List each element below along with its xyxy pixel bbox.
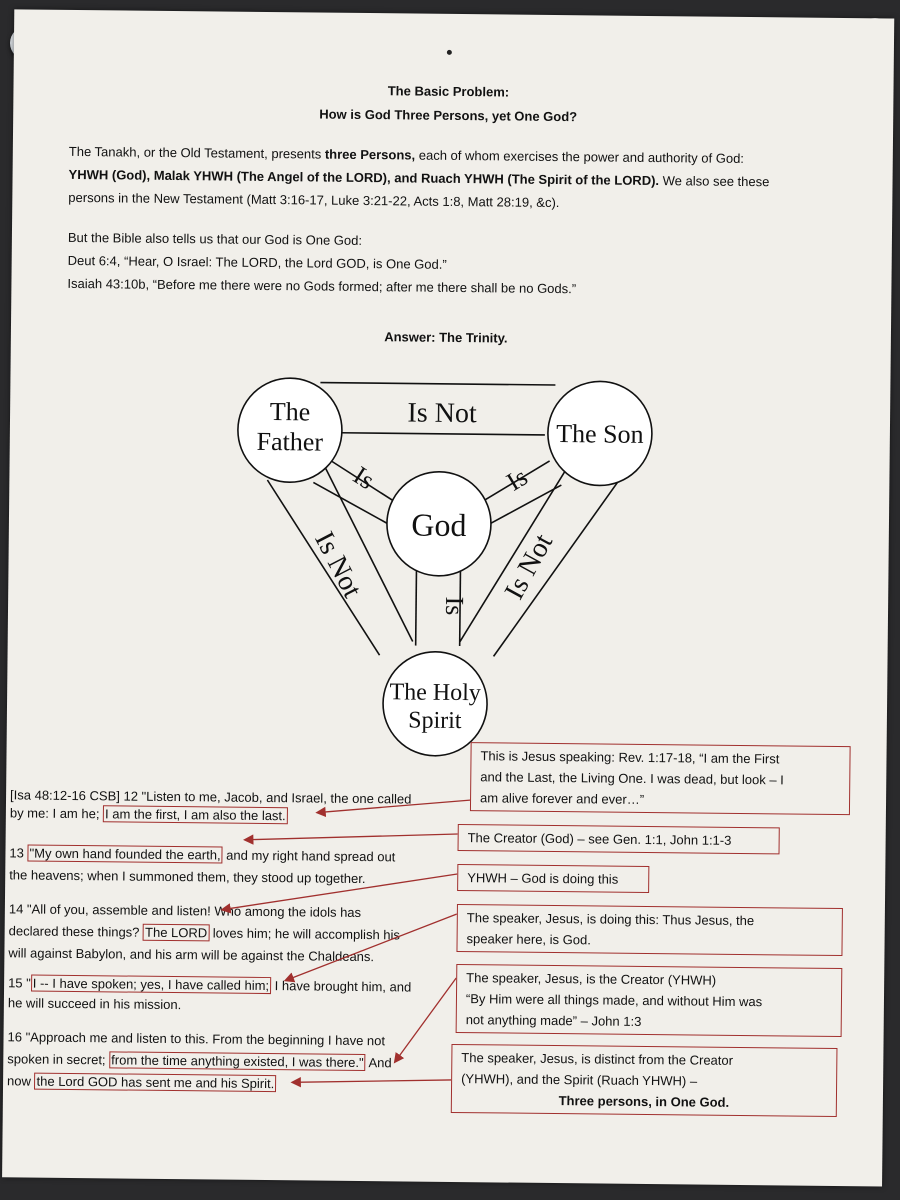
- verse-text: 14 "All of you, assemble and listen!: [8, 901, 215, 919]
- isaiah-quote: Isaiah 43:10b, “Before me there were no Gods formed; after me there shall be no Gods.”: [67, 275, 577, 297]
- note-creator: [458, 824, 780, 854]
- is-not-right: Is Not: [498, 528, 560, 605]
- title-line-2: How is God Three Persons, yet One God?: [319, 106, 578, 125]
- verse-text-who: Who: [214, 903, 242, 919]
- note-three-persons: [451, 1044, 838, 1117]
- is-spirit-god: Is: [439, 596, 470, 616]
- note-text: The Creator (God) – see Gen. 1:1, John 1:1-3: [467, 830, 732, 848]
- verse-text: loves him; he will accomplish his: [209, 925, 401, 943]
- god-label: God: [411, 506, 467, 544]
- deut-quote: Deut 6:4, “Hear, O Israel: The LORD, the Lord GOD, is One God.”: [67, 252, 447, 272]
- note-text: YHWH – God is doing this: [467, 870, 619, 887]
- title-line-1: The Basic Problem:: [387, 83, 510, 100]
- father-label-2: Father: [256, 426, 324, 457]
- note-text: speaker here, is God.: [466, 931, 591, 948]
- verse-line-4: the heavens; when I summoned them, they stood up together.: [9, 867, 366, 887]
- spirit-label-1: The Holy: [389, 679, 481, 707]
- verse-line-1: [Isa 48:12-16 CSB] 12 "Listen to me, Jacob, and Israel, the one called: [10, 787, 412, 807]
- verse-text: spoken in secret;: [7, 1051, 110, 1068]
- father-label-1: The: [269, 397, 311, 427]
- is-son-god: Is: [501, 462, 533, 497]
- note-text: not anything made” – John 1:3: [465, 1012, 642, 1029]
- note-text: “By Him were all things made, and without Him was: [465, 991, 763, 1010]
- verse-line-7: will against Babylon, and his arm will be against the Chaldeans.: [8, 945, 375, 965]
- arrow-note4: [286, 912, 457, 982]
- highlight-founded-earth: "My own hand founded the earth,: [27, 845, 222, 864]
- highlight-first-last: I am the first, I am also the last.: [103, 805, 288, 824]
- note-first-and-last: [470, 742, 851, 815]
- verse-text: I have brought him, and: [270, 978, 412, 995]
- verse-text: And: [365, 1055, 392, 1071]
- note-yhwh: [457, 864, 649, 893]
- verse-line-10: 16 "Approach me and listen to this. From the beginning I have not: [7, 1029, 386, 1049]
- note-text: am alive forever and ever…”: [479, 790, 645, 807]
- note-jesus-is-god: [456, 904, 842, 956]
- arrow-note5: [395, 977, 456, 1062]
- note-text: This is Jesus speaking: Rev. 1:17-18, “I am the First: [480, 748, 780, 767]
- note-conclusion: Three persons, in One God.: [558, 1093, 730, 1110]
- intro-text: each of whom exercises the power and authority of God:: [415, 147, 745, 166]
- verse-text: declared these things?: [8, 923, 144, 940]
- arrow-note3: [223, 872, 457, 912]
- arrow-note2: [246, 832, 458, 842]
- verse-line-9: he will succeed in his mission.: [7, 995, 182, 1013]
- verse-number-13: 13: [9, 845, 28, 861]
- is-not-top: Is Not: [407, 397, 477, 430]
- highlight-sent-me-and-spirit: the Lord GOD has sent me and his Spirit.: [34, 1073, 276, 1093]
- note-text: The speaker, Jesus, is the Creator (YHWH): [466, 970, 717, 988]
- intro-bold-three-persons: three Persons,: [324, 146, 416, 163]
- arrow-note6: [293, 1078, 451, 1084]
- verse-text: and my right hand spread out: [222, 847, 396, 865]
- note-text: and the Last, the Living One. I was dead, but look – I: [480, 769, 784, 788]
- highlight-i-was-there: from the time anything existed, I was there.": [109, 1051, 366, 1071]
- answer-heading: Answer: The Trinity.: [384, 329, 508, 346]
- verse-text: now: [7, 1073, 35, 1089]
- note-jesus-creator: [456, 964, 843, 1037]
- is-not-left: Is Not: [308, 526, 368, 603]
- highlight-the-lord: The LORD: [143, 924, 209, 942]
- spirit-label-2: Spirit: [408, 707, 462, 735]
- intro-bold-persons-list: YHWH (God), Malak YHWH (The Angel of the LORD), and Ruach YHWH (The Spirit of the LORD).: [68, 166, 660, 189]
- is-father-god: Is: [348, 460, 380, 496]
- verse-text: by me: I am he;: [9, 805, 104, 822]
- verse-text: among the idols has: [241, 903, 362, 921]
- paper-sheet: [2, 9, 894, 1186]
- intro-text: persons in the New Testament (Matt 3:16-17, Luke 3:21-22, Acts 1:8, Matt 28:19, &c).: [68, 189, 560, 211]
- note-text: The speaker, Jesus, is doing this: Thus Jesus, the: [466, 910, 755, 929]
- intro-text: We also see these: [659, 173, 770, 190]
- son-label: The Son: [556, 419, 644, 449]
- arrow-note1: [318, 799, 470, 815]
- intro-text: The Tanakh, or the Old Testament, presents: [68, 143, 325, 162]
- one-god-line: But the Bible also tells us that our God is One God:: [67, 229, 363, 248]
- note-text: The speaker, Jesus, is distinct from the Creator: [461, 1050, 734, 1068]
- note-text: (YHWH), and the Spirit (Ruach YHWH) –: [461, 1071, 698, 1089]
- highlight-i-have-spoken: I -- I have spoken; yes, I have called him;: [31, 975, 271, 995]
- verse-number-15: 15 ": [8, 975, 31, 991]
